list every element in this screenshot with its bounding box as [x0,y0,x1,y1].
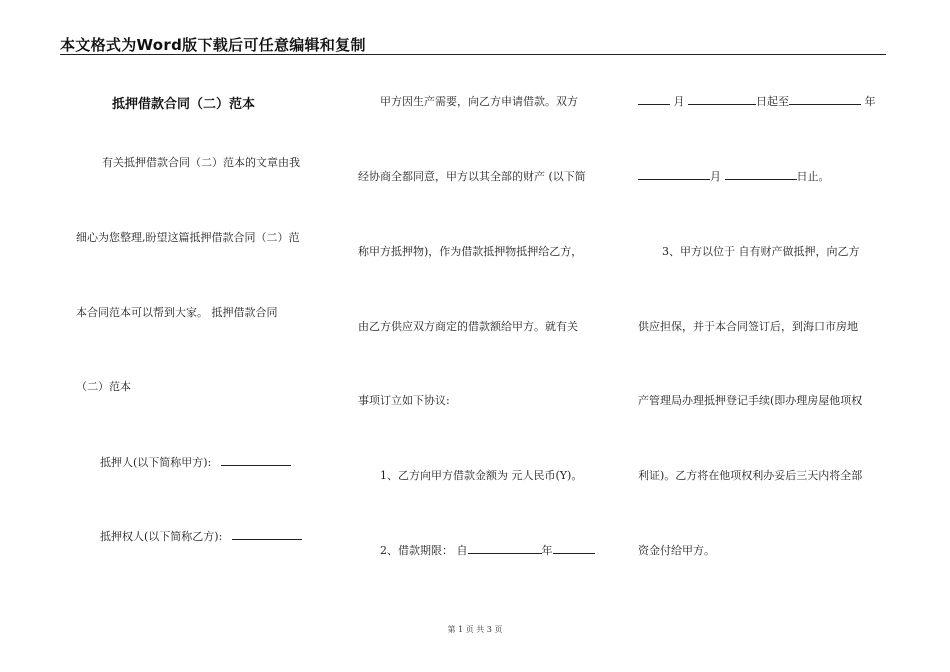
term-start-line [638,93,876,109]
term-end-day-blank [725,170,797,180]
mortgagee-blank [232,530,302,540]
col1-paragraph-line: （二）范本 [76,380,131,393]
loan-term-label: 2、借款期限： 自 [380,544,468,557]
document-title: 抵押借款合同（二）范本 [112,97,256,112]
mortgagee-line [100,528,302,544]
col1-paragraph-line: 本合同范本可以帮到大家。 抵押借款合同 [76,306,278,319]
term-year-unit: 年 [541,544,553,557]
term-month-blank [638,95,670,105]
col3-paragraph-line: 资金付给甲方。 [638,544,715,557]
mortgagor-blank [221,456,291,466]
col2-paragraph-line: 由乙方供应双方商定的借款额给甲方。就有关 [358,320,578,333]
mortgagor-line [100,454,291,470]
col2-paragraph-line: 事项订立如下协议: [358,394,450,407]
col3-paragraph-line: 利证)。乙方将在他项权利办妥后三天内将全部 [638,469,863,482]
col3-paragraph-line: 3、甲方以位于 自有财产做抵押，向乙方 [662,245,860,258]
term-end-month-unit: 月 [710,170,721,183]
term-end-line [638,168,830,184]
term-end-year-unit: 年 [864,95,876,108]
col2-paragraph-line: 经协商全都同意，甲方以其全部的财产 (以下简 [358,170,586,183]
term-day-blank [688,95,756,105]
header-divider [60,54,886,55]
loan-amount-clause: 1、乙方向甲方借款金额为 元人民币(Y)。 [380,469,583,482]
term-start-month-blank [553,544,595,554]
col1-paragraph-line: 有关抵押借款合同（二）范本的文章由我 [102,156,300,169]
term-start-year-blank [468,544,542,554]
col3-paragraph-line: 产管理局办理抵押登记手续(即办理房屋他项权 [638,394,863,407]
col3-paragraph-line: 供应担保，并于本合同签订后，到海口市房地 [638,320,858,333]
col2-paragraph-line: 称甲方抵押物)，作为借款抵押物抵押给乙方， [358,245,583,258]
term-from-label: 日起至 [756,95,789,108]
mortgagor-label: 抵押人(以下简称甲方): [100,456,212,469]
mortgagee-label: 抵押权人(以下简称乙方): [100,530,223,543]
term-month-unit: 月 [673,95,685,108]
loan-term-clause [380,542,595,558]
download-banner: 本文格式为Word版下载后可任意编辑和复制 [60,36,366,54]
term-end-month-blank [638,170,710,180]
term-end-label: 日止。 [796,170,830,183]
col1-paragraph-line: 细心为您整理,盼望这篇抵押借款合同（二）范 [76,231,300,244]
col2-paragraph-line: 甲方因生产需要，向乙方申请借款。双方 [380,95,578,108]
page-number: 第 1 页 共 3 页 [447,625,503,634]
term-end-year-blank [789,95,861,105]
